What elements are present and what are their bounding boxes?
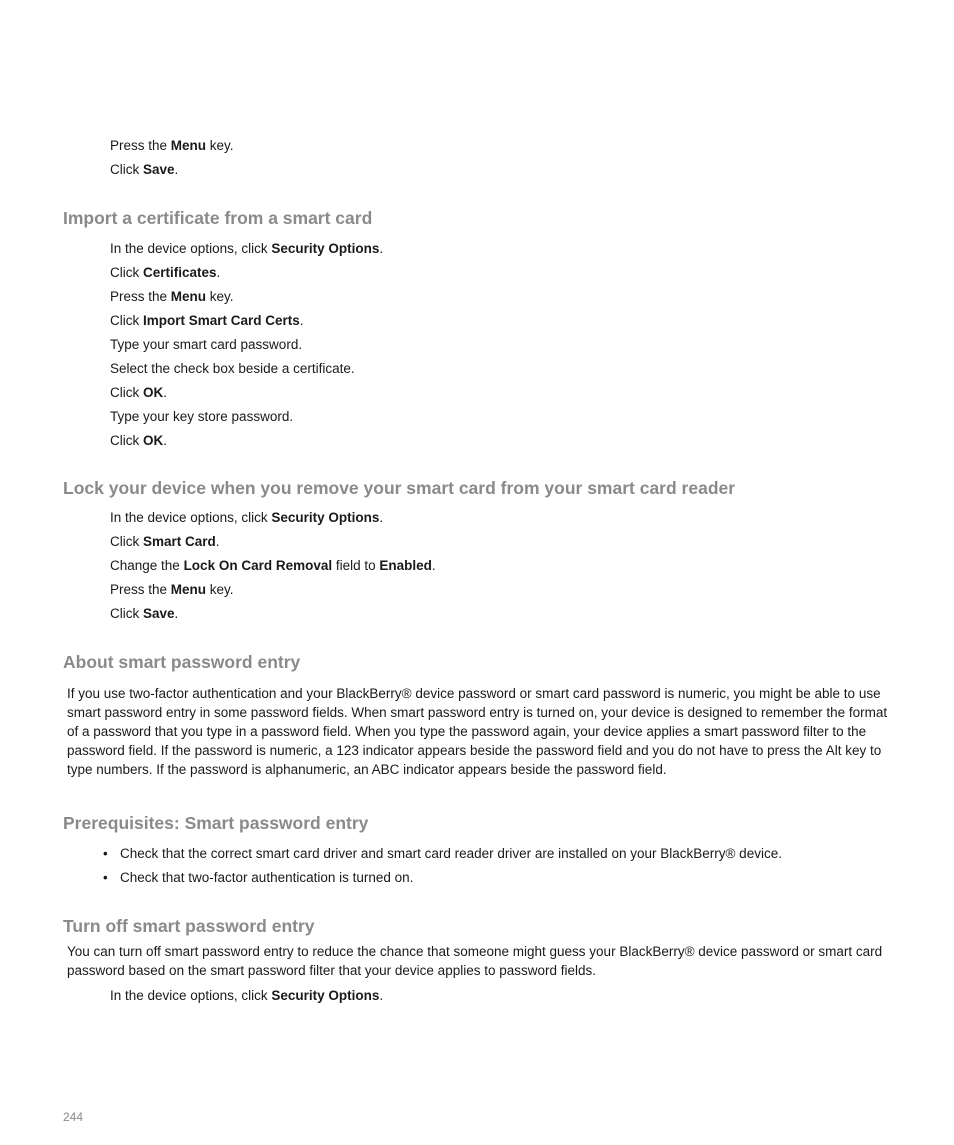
step-text: Click Save. xyxy=(110,606,179,621)
section-heading-lock-device: Lock your device when you remove your smart card from your smart card reader xyxy=(63,478,736,498)
bullet-icon: • xyxy=(103,846,108,861)
step-text: Click OK. xyxy=(110,385,168,400)
section-heading-prerequisites: Prerequisites: Smart password entry xyxy=(63,813,369,833)
step-text: Select the check box beside a certificate. xyxy=(110,361,355,376)
step-text: Press the Menu key. xyxy=(110,289,234,304)
step-text: Click OK. xyxy=(110,433,168,448)
bullet-text: Check that two-factor authentication is turned on. xyxy=(120,870,414,885)
step-text: In the device options, click Security Options. xyxy=(110,510,384,525)
section-heading-about-smart-password: About smart password entry xyxy=(63,652,301,672)
bullet-icon: • xyxy=(103,870,108,885)
step-text: Press the Menu key. xyxy=(110,138,234,153)
step-text: Type your key store password. xyxy=(110,409,294,424)
step-text: Click Certificates. xyxy=(110,265,221,280)
bullet-text: Check that the correct smart card driver and smart card reader driver are installed on your BlackBerry® device. xyxy=(120,846,782,861)
step-text: In the device options, click Security Options. xyxy=(110,241,384,256)
step-text: Click Smart Card. xyxy=(110,534,220,549)
step-text: Press the Menu key. xyxy=(110,582,234,597)
section-heading-import-certificate: Import a certificate from a smart card xyxy=(63,208,373,228)
turn-off-smart-password-paragraph: You can turn off smart password entry to reduce the chance that someone might guess your BlackBerry® device password or smart card password based on the smart password filter that your device applies to password fields. xyxy=(67,944,883,978)
about-smart-password-paragraph: If you use two-factor authentication and your BlackBerry® device password or smart card password is numeric, you might be able to use smart password entry in some password fields. When smart password entry is turned on, your device is designed to remember the format of a password that you type in a password field. When you type the password again, your device applies a smart password filter to the password field. If the password is numeric, a 123 indicator appears beside the password field and you do not have to press the Alt key to type numbers. If the password is alphanumeric, an ABC indicator appears beside the password field. xyxy=(67,686,888,777)
step-text: Type your smart card password. xyxy=(110,337,303,352)
step-text: Click Import Smart Card Certs. xyxy=(110,313,304,328)
step-text: In the device options, click Security Options. xyxy=(110,988,384,1003)
section-heading-turn-off-smart-password: Turn off smart password entry xyxy=(63,916,315,936)
step-text: Change the Lock On Card Removal field to Enabled. xyxy=(110,558,436,573)
step-text: Click Save. xyxy=(110,162,179,177)
page-number: 244 xyxy=(63,1110,84,1124)
